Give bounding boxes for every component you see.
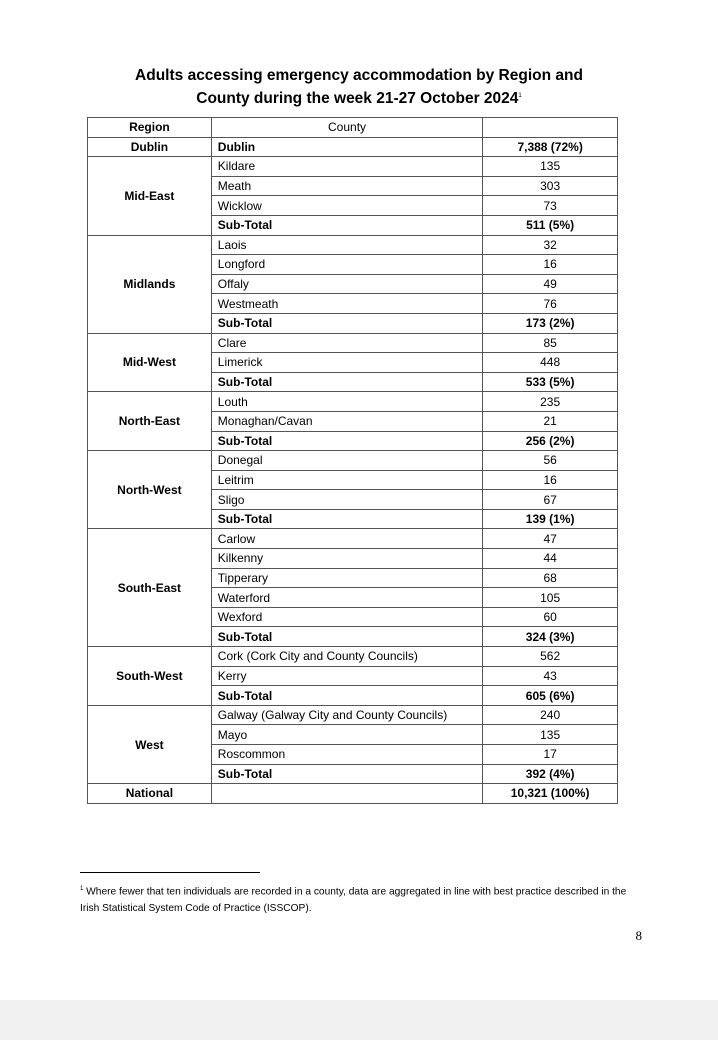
value-cell: 135 [483, 725, 618, 745]
region-cell: National [88, 784, 212, 804]
value-cell: 235 [483, 392, 618, 412]
region-cell: Mid-East [88, 157, 212, 235]
value-cell: 173 (2%) [483, 313, 618, 333]
county-cell: Tipperary [211, 568, 482, 588]
table-row [88, 705, 618, 725]
region-cell: Mid-West [88, 333, 212, 392]
title-line-1: Adults accessing emergency accommodation by Region and [135, 67, 583, 84]
value-cell: 533 (5%) [483, 372, 618, 392]
value-cell: 392 (4%) [483, 764, 618, 784]
header-region: Region [88, 118, 212, 138]
county-cell: Meath [211, 176, 482, 196]
county-cell: Clare [211, 333, 482, 353]
value-cell: 44 [483, 549, 618, 569]
value-cell: 32 [483, 235, 618, 255]
table-row [88, 392, 618, 412]
table-row [88, 333, 618, 353]
footnote [80, 881, 640, 917]
county-cell: Sub-Total [211, 686, 482, 706]
document-title [0, 66, 718, 109]
table-row [88, 157, 618, 177]
county-cell: Sub-Total [211, 372, 482, 392]
value-cell: 303 [483, 176, 618, 196]
region-cell: West [88, 705, 212, 783]
county-cell: Kildare [211, 157, 482, 177]
county-cell: Wicklow [211, 196, 482, 216]
region-cell: North-East [88, 392, 212, 451]
national-total-row [88, 784, 618, 804]
county-cell: Wexford [211, 607, 482, 627]
footnote-divider [80, 872, 260, 873]
county-cell: Sub-Total [211, 509, 482, 529]
county-cell: Westmeath [211, 294, 482, 314]
county-cell: Mayo [211, 725, 482, 745]
county-cell: Limerick [211, 353, 482, 373]
value-cell: 21 [483, 411, 618, 431]
value-cell: 47 [483, 529, 618, 549]
region-cell: South-West [88, 647, 212, 706]
value-cell: 16 [483, 255, 618, 275]
county-cell: Waterford [211, 588, 482, 608]
value-cell: 135 [483, 157, 618, 177]
value-cell: 49 [483, 274, 618, 294]
value-cell: 16 [483, 470, 618, 490]
value-cell: 240 [483, 705, 618, 725]
county-cell [211, 784, 482, 804]
county-cell: Sub-Total [211, 313, 482, 333]
county-cell: Offaly [211, 274, 482, 294]
value-cell: 105 [483, 588, 618, 608]
county-cell: Kilkenny [211, 549, 482, 569]
value-cell: 448 [483, 353, 618, 373]
value-cell: 43 [483, 666, 618, 686]
header-county: County [211, 118, 482, 138]
county-cell: Galway (Galway City and County Councils) [211, 705, 482, 725]
county-cell: Sligo [211, 490, 482, 510]
table-row [88, 235, 618, 255]
value-cell: 256 (2%) [483, 431, 618, 451]
county-cell: Sub-Total [211, 627, 482, 647]
value-cell: 60 [483, 607, 618, 627]
region-cell: Midlands [88, 235, 212, 333]
table-row [88, 529, 618, 549]
county-cell: Dublin [211, 137, 482, 157]
value-cell: 85 [483, 333, 618, 353]
header-value [483, 118, 618, 138]
value-cell: 139 (1%) [483, 509, 618, 529]
county-cell: Roscommon [211, 745, 482, 765]
region-cell: Dublin [88, 137, 212, 157]
county-cell: Longford [211, 255, 482, 275]
value-cell: 73 [483, 196, 618, 216]
value-cell: 76 [483, 294, 618, 314]
value-cell: 511 (5%) [483, 215, 618, 235]
table-row [88, 137, 618, 157]
value-cell: 7,388 (72%) [483, 137, 618, 157]
county-cell: Donegal [211, 451, 482, 471]
county-cell: Carlow [211, 529, 482, 549]
table-header-row [88, 118, 618, 138]
county-cell: Sub-Total [211, 215, 482, 235]
value-cell: 562 [483, 647, 618, 667]
county-cell: Leitrim [211, 470, 482, 490]
value-cell: 56 [483, 451, 618, 471]
accommodation-table [87, 117, 618, 804]
page-number: 8 [635, 928, 642, 943]
county-cell: Laois [211, 235, 482, 255]
value-cell: 17 [483, 745, 618, 765]
county-cell: Kerry [211, 666, 482, 686]
title-line-2: County during the week 21-27 October 2024$^1$ [196, 90, 522, 108]
title-footnote-marker: 1 [518, 93, 522, 99]
footnote-marker: 1 [80, 886, 84, 892]
value-cell: 67 [483, 490, 618, 510]
value-cell: 68 [483, 568, 618, 588]
table-row [88, 647, 618, 667]
region-cell: North-West [88, 451, 212, 529]
value-cell: 324 (3%) [483, 627, 618, 647]
footnote-text: Where fewer that ten individuals are recorded in a county, data are aggregated in line with best practice described in the Irish Statistical System Code of Practice (ISSCOP). [80, 886, 627, 915]
value-cell: 605 (6%) [483, 686, 618, 706]
county-cell: Sub-Total [211, 764, 482, 784]
table-row [88, 451, 618, 471]
county-cell: Cork (Cork City and County Councils) [211, 647, 482, 667]
region-cell: South-East [88, 529, 212, 647]
county-cell: Monaghan/Cavan [211, 411, 482, 431]
value-cell: 10,321 (100%) [483, 784, 618, 804]
county-cell: Louth [211, 392, 482, 412]
county-cell: Sub-Total [211, 431, 482, 451]
